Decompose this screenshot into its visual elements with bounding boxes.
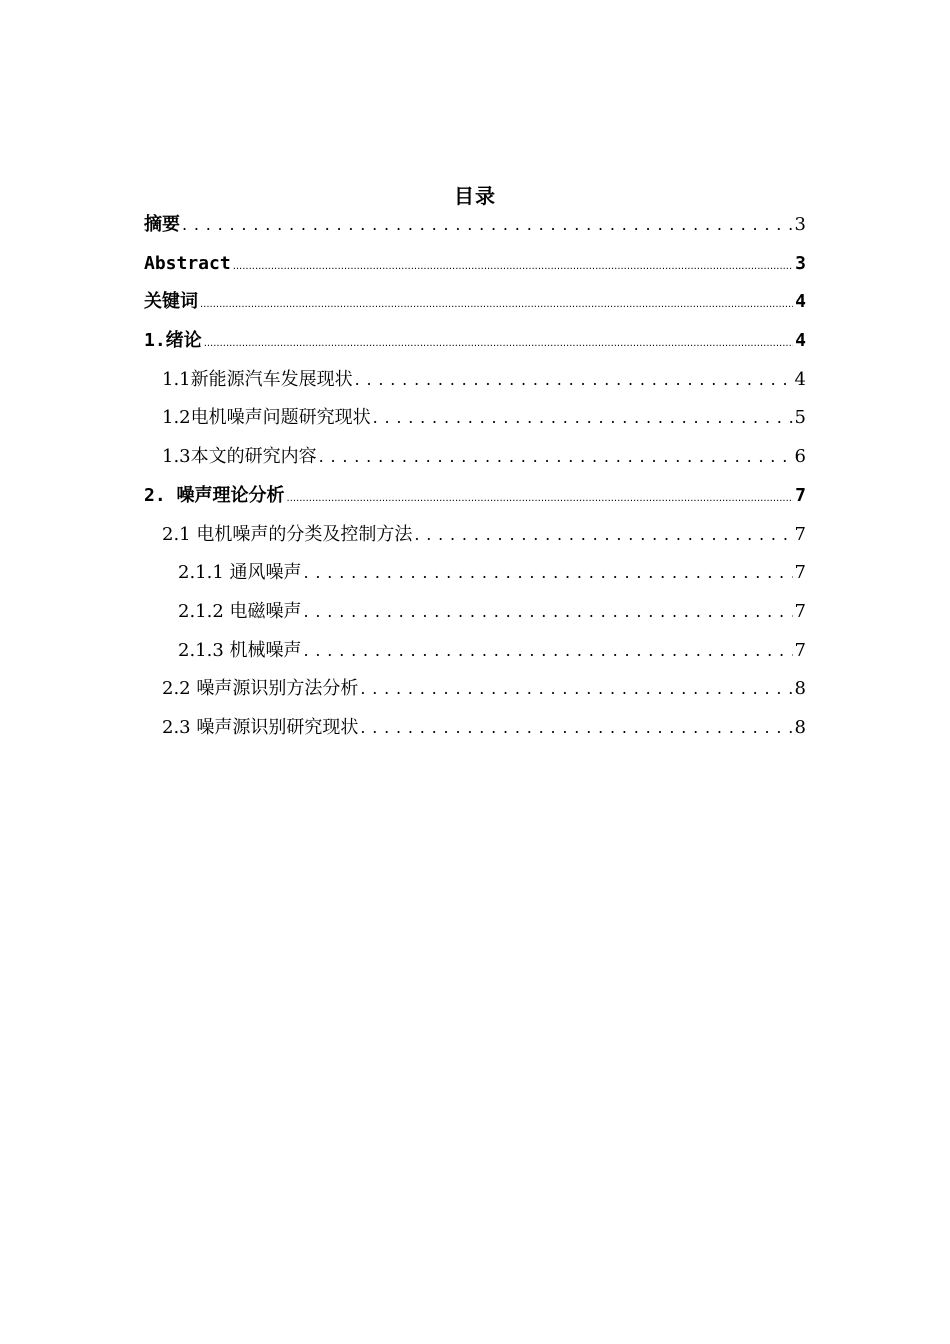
toc-page-number: 7 — [794, 639, 806, 661]
toc-entry-label: 2.1 电机噪声的分类及控制方法 — [162, 523, 413, 545]
toc-entry-label: Abstract — [144, 252, 231, 274]
table-of-contents — [144, 211, 806, 753]
toc-entry-section-1-2[interactable] — [144, 404, 806, 443]
toc-entry-label: 2.1.2 电磁噪声 — [178, 600, 302, 622]
toc-entry-section-2-1-1[interactable] — [144, 559, 806, 598]
toc-entry-label: 1.2电机噪声问题研究现状 — [162, 407, 371, 429]
toc-entry-abstract-cn[interactable] — [144, 211, 806, 250]
toc-entry-section-1-1[interactable] — [144, 366, 806, 405]
toc-dot-leader — [287, 482, 794, 513]
toc-entry-section-2-2[interactable] — [144, 675, 806, 714]
toc-entry-section-2-1[interactable] — [144, 521, 806, 560]
toc-entry-keywords[interactable] — [144, 288, 806, 327]
toc-page-number: 8 — [794, 716, 806, 738]
toc-dot-leader — [204, 327, 793, 358]
toc-page-number: 6 — [794, 446, 806, 468]
toc-entry-label: 2. 噪声理论分析 — [144, 484, 285, 506]
toc-page-number: 7 — [794, 523, 806, 545]
toc-entry-section-2-1-2[interactable] — [144, 598, 806, 637]
toc-entry-label: 关键词 — [144, 291, 198, 313]
toc-entry-label: 2.1.1 通风噪声 — [178, 562, 302, 584]
toc-dot-leader — [373, 404, 793, 432]
toc-page-number: 4 — [795, 291, 806, 313]
toc-page-number: 8 — [794, 678, 806, 700]
toc-entry-label: 1.3本文的研究内容 — [162, 446, 317, 468]
toc-dot-leader — [319, 443, 793, 471]
toc-entry-label: 摘要 — [144, 214, 180, 235]
toc-entry-chapter-1[interactable] — [144, 327, 806, 366]
toc-page-number: 4 — [794, 368, 806, 390]
toc-dot-leader — [182, 211, 793, 239]
toc-entry-section-2-1-3[interactable] — [144, 637, 806, 676]
toc-dot-leader — [304, 559, 793, 587]
toc-page-number: 3 — [794, 214, 806, 235]
toc-page-number: 5 — [794, 407, 806, 429]
toc-entry-label: 2.2 噪声源识别方法分析 — [162, 678, 359, 700]
toc-dot-leader — [355, 366, 793, 394]
toc-dot-leader — [360, 675, 792, 703]
toc-title: 目录 — [454, 184, 496, 208]
toc-entry-section-2-3[interactable] — [144, 714, 806, 753]
toc-page-number: 7 — [794, 562, 806, 584]
toc-dot-leader — [233, 250, 793, 281]
toc-entry-chapter-2[interactable] — [144, 482, 806, 521]
toc-page-number: 4 — [795, 330, 806, 352]
toc-dot-leader — [200, 288, 793, 319]
toc-entry-label: 1.1新能源汽车发展现状 — [162, 368, 353, 390]
toc-entry-label: 1.绪论 — [144, 330, 202, 352]
toc-dot-leader — [304, 598, 793, 626]
toc-page-number: 3 — [795, 252, 806, 274]
toc-dot-leader — [360, 714, 792, 742]
toc-dot-leader — [304, 637, 793, 665]
toc-entry-label: 2.3 噪声源识别研究现状 — [162, 716, 359, 738]
toc-entry-label: 2.1.3 机械噪声 — [178, 639, 302, 661]
toc-dot-leader — [414, 521, 792, 549]
toc-page-number: 7 — [795, 484, 806, 506]
toc-entry-abstract-en[interactable] — [144, 250, 806, 289]
toc-entry-section-1-3[interactable] — [144, 443, 806, 482]
toc-page-number: 7 — [794, 600, 806, 622]
